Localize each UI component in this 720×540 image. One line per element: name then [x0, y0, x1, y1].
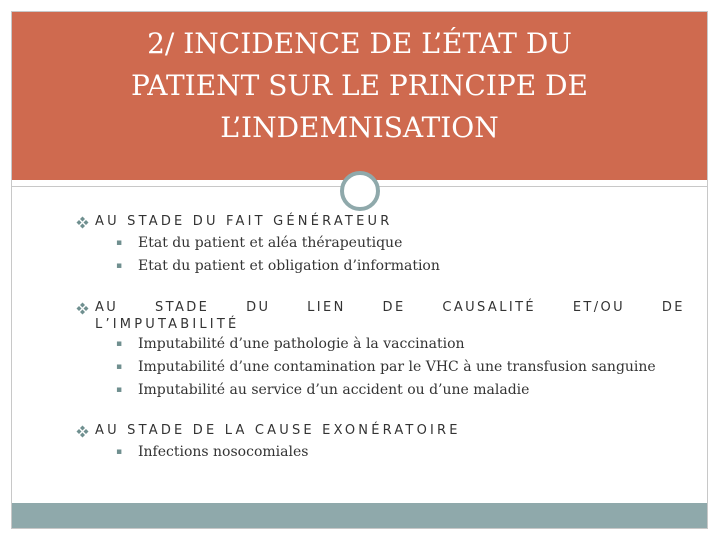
footer-band: [12, 503, 707, 528]
heading-word: CAUSALITÉ: [442, 300, 537, 315]
square-bullet-icon: ▪: [116, 447, 123, 457]
diamond-bullet-icon: [76, 302, 89, 315]
heading-word: DE: [382, 300, 406, 315]
heading-word: DU: [246, 300, 271, 315]
title-line-2: PATIENT SUR LE PRINCIPE DE: [131, 69, 588, 102]
section-heading-cause-exoneratoire: AU STADE DE LA CAUSE EXONÉRATOIRE: [95, 423, 461, 438]
square-bullet-icon: ▪: [116, 385, 123, 395]
square-bullet-icon: ▪: [116, 238, 123, 248]
heading-word: AU: [95, 300, 119, 315]
list-item: Etat du patient et obligation d’information: [138, 258, 440, 274]
section-heading-lien-causalite: [95, 299, 685, 317]
section-heading-continuation: L’IMPUTABILITÉ: [95, 317, 240, 332]
title-line-1: 2/ INCIDENCE DE L’ÉTAT DU: [147, 27, 572, 60]
heading-word: DE: [661, 300, 685, 315]
heading-word: STADE: [154, 300, 210, 315]
list-item: Imputabilité d’une pathologie à la vaccination: [138, 336, 465, 352]
square-bullet-icon: ▪: [116, 339, 123, 349]
title-line-3: L’INDEMNISATION: [220, 111, 499, 144]
diamond-bullet-icon: [76, 425, 89, 438]
square-bullet-icon: ▪: [116, 362, 123, 372]
list-item: Etat du patient et aléa thérapeutique: [138, 235, 403, 251]
diamond-bullet-icon: [76, 216, 89, 229]
list-item: Infections nosocomiales: [138, 444, 309, 460]
heading-word: ET/OU: [572, 300, 626, 315]
square-bullet-icon: ▪: [116, 261, 123, 271]
heading-word: LIEN: [307, 300, 346, 315]
list-item: Imputabilité d’une contamination par le VHC à une transfusion sanguine: [138, 359, 656, 375]
section-heading-fait-generateur: AU STADE DU FAIT GÉNÉRATEUR: [95, 214, 393, 229]
list-item: Imputabilité au service d’un accident ou d’une maladie: [138, 382, 530, 398]
